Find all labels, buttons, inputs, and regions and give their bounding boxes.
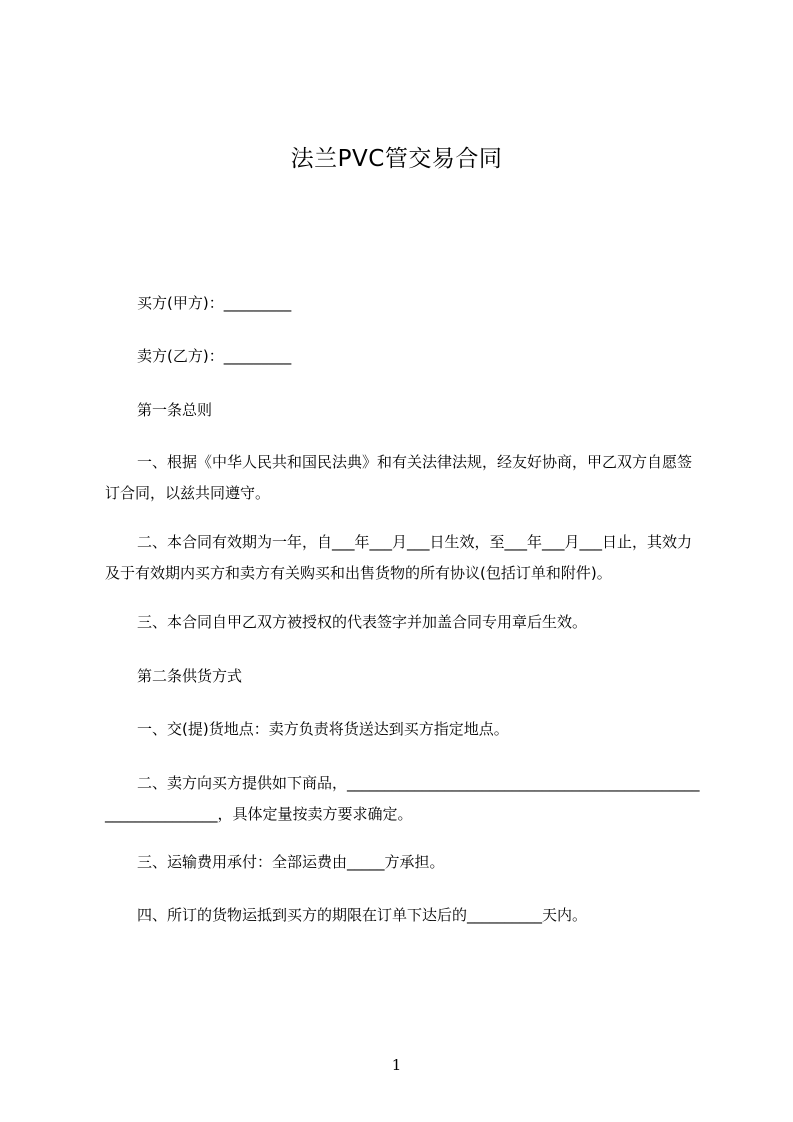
section2-item1: 一、交(提)货地点：卖方负责将货送达到买方指定地点。 xyxy=(137,720,509,738)
section2-heading: 第二条供货方式 xyxy=(137,667,243,685)
section2-item2: 二、卖方向买方提供如下商品，______________________________________________________________，具体定量按卖方要求确定。 xyxy=(105,774,700,823)
buyer-line: 买方(甲方)：_________ xyxy=(137,294,292,312)
section1-item3: 三、本合同自甲乙双方被授权的代表签字并加盖合同专用章后生效。 xyxy=(137,613,588,631)
seller-line: 卖方(乙方)：_________ xyxy=(137,347,292,365)
page-number: 1 xyxy=(391,1056,402,1074)
section1-item2: 二、本合同有效期为一年，自___年___月___日生效，至___年___月___日止，其效力及于有效期内买方和卖方有关购买和出售货物的所有协议(包括订单和附件)。 xyxy=(105,533,693,582)
section2-item3: 三、运输费用承付：全部运费由_____方承担。 xyxy=(137,853,445,871)
section1-item1: 一、根据《中华人民共和国民法典》和有关法律法规，经友好协商，甲乙双方自愿签订合同，以兹共同遵守。 xyxy=(105,453,693,502)
document-title: 法兰PVC管交易合同 xyxy=(290,146,503,172)
section2-item4: 四、所订的货物运抵到买方的期限在订单下达后的__________天内。 xyxy=(137,906,588,924)
section1-heading: 第一条总则 xyxy=(137,401,213,419)
